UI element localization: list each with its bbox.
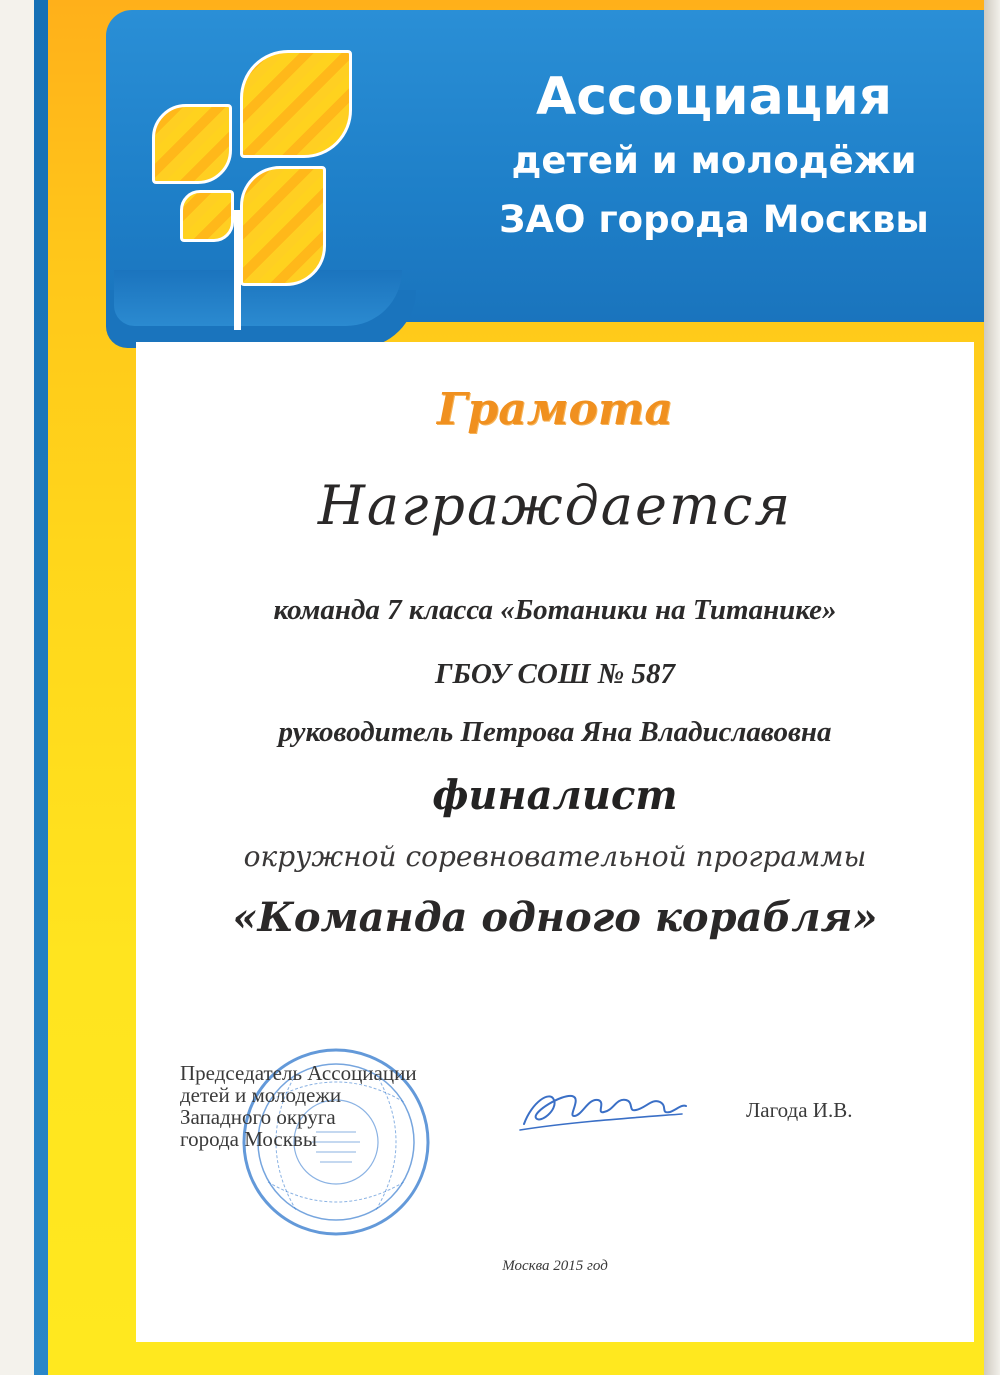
title-line-2: детей и молодёжи xyxy=(511,139,917,182)
awarded-text: Награждается xyxy=(317,474,793,537)
left-edge-stripe xyxy=(34,0,48,1375)
certificate-sheet xyxy=(34,0,984,1375)
title-line-1: Ассоциация xyxy=(535,67,893,127)
chair-line-2: детей и молодежи xyxy=(180,1083,342,1107)
program-name: «Команда одного корабля» xyxy=(232,894,878,941)
handwritten-signature xyxy=(510,1072,690,1142)
chair-line-3: Западного округа xyxy=(180,1105,336,1129)
place-and-year: Москва 2015 год xyxy=(502,1258,608,1274)
team-line: команда 7 класса «Ботаники на Титанике» xyxy=(273,594,837,626)
status-text: финалист xyxy=(432,772,678,819)
scan-edge xyxy=(984,0,1000,1375)
leader-line: руководитель Петрова Яна Владиславовна xyxy=(278,716,832,748)
school-line: ГБОУ СОШ № 587 xyxy=(434,658,676,690)
program-line: окружной соревновательной программы xyxy=(243,840,867,873)
logo-leaf-small xyxy=(180,190,234,242)
title-line-3: ЗАО города Москвы xyxy=(499,198,929,241)
logo-leaf-top xyxy=(240,50,352,158)
logo-leaf-bottom xyxy=(240,166,326,286)
chair-line-4: города Москвы xyxy=(180,1127,317,1151)
certificate-heading: Грамота xyxy=(437,384,673,435)
chair-title xyxy=(180,1062,500,1150)
association-title xyxy=(424,64,984,248)
chair-line-1: Председатель Ассоциации xyxy=(180,1061,417,1085)
certificate-panel xyxy=(136,342,974,1342)
association-logo xyxy=(152,50,382,330)
signatory-name: Лагода И.В. xyxy=(746,1098,853,1122)
logo-leaf-left xyxy=(152,104,232,184)
